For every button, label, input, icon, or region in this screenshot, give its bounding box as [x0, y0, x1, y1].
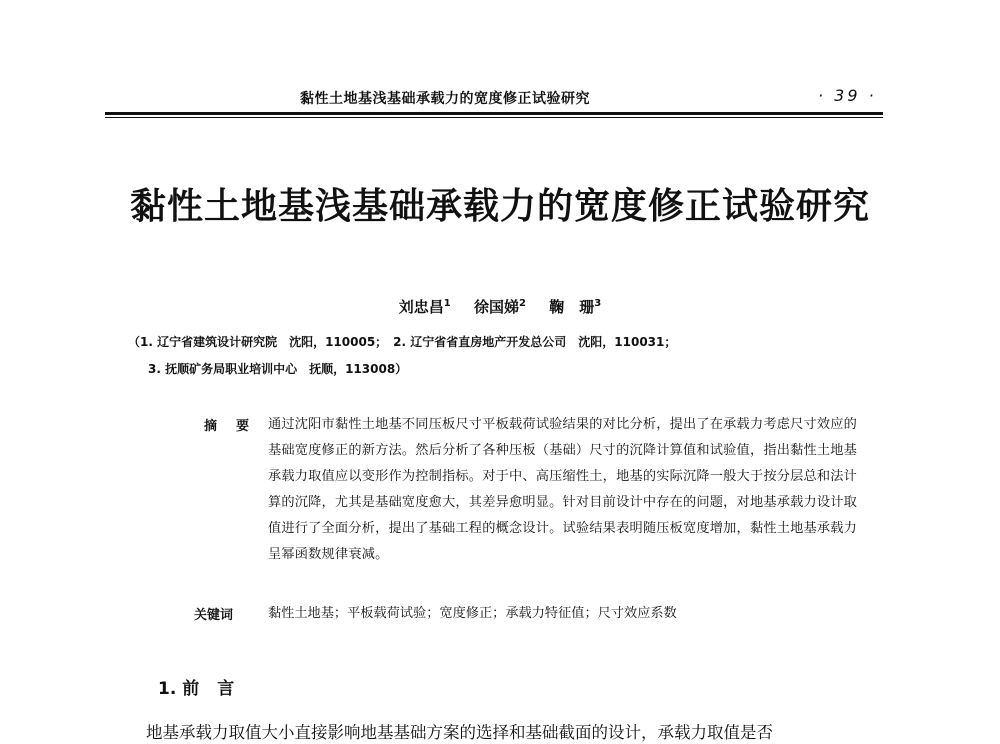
author-list [0, 296, 1000, 317]
keywords-label: 关键词 [194, 608, 234, 623]
keywords-text: 黏性土地基；平板载荷试验；宽度修正；承载力特征值；尺寸效应系数 [268, 606, 677, 621]
abstract-text: 通过沈阳市黏性土地基不同压板尺寸平板载荷试验结果的对比分析，提出了在承载力考虑尺寸效应的基础宽度修正的新方法。然后分析了各种压板（基础）尺寸的沉降计算值和试验值，指出黏性土地基承载力取值应以变形作为控制指标。对于中、高压缩性土，地基的实际沉降一般大于按分层总和法计算的沉降，尤其是基础宽度愈大，其差异愈明显。针对目前设计中存在的问题，对地基承载力设计取值进行了全面分析，提出了基础工程的概念设计。试验结果表明随压板宽度增加，黏性土地基承载力呈幂函数规律衰减。 [268, 417, 858, 562]
article-title: 黏性土地基浅基础承载力的宽度修正试验研究 [129, 185, 870, 227]
author-name: 刘忠昌 [398, 298, 444, 316]
running-title: 黏性土地基浅基础承载力的宽度修正试验研究 [300, 91, 590, 107]
abstract-label-char-1: 摘 [204, 419, 218, 434]
author-affiliation-mark: 2 [519, 298, 526, 309]
affiliations-line-2: 3. 抚顺矿务局职业培训中心 抚顺，113008） [148, 362, 408, 376]
page-number: · 39 · [818, 86, 877, 105]
section-title-char-1: 前 [182, 679, 200, 699]
header-rule-thin [105, 117, 883, 118]
section-heading [158, 674, 234, 699]
header-rule-thick [105, 112, 883, 115]
body-paragraph-line: 地基承载力取值大小直接影响地基基础方案的选择和基础截面的设计，承载力取值是否 [146, 723, 773, 742]
affiliations-line-1: （1. 辽宁省建筑设计研究院 沈阳，110005； 2. 辽宁省省直房地产开发总公司 沈阳，110031； [128, 335, 677, 349]
section-number: 1. [158, 679, 177, 699]
author-affiliation-mark: 1 [443, 298, 451, 309]
abstract-label-char-2: 要 [236, 419, 250, 434]
author-affiliation-mark: 3 [594, 298, 602, 309]
section-title-char-2: 言 [217, 679, 235, 699]
author-name: 徐国娣 [474, 298, 520, 316]
author-name: 鞠 珊 [549, 298, 595, 316]
